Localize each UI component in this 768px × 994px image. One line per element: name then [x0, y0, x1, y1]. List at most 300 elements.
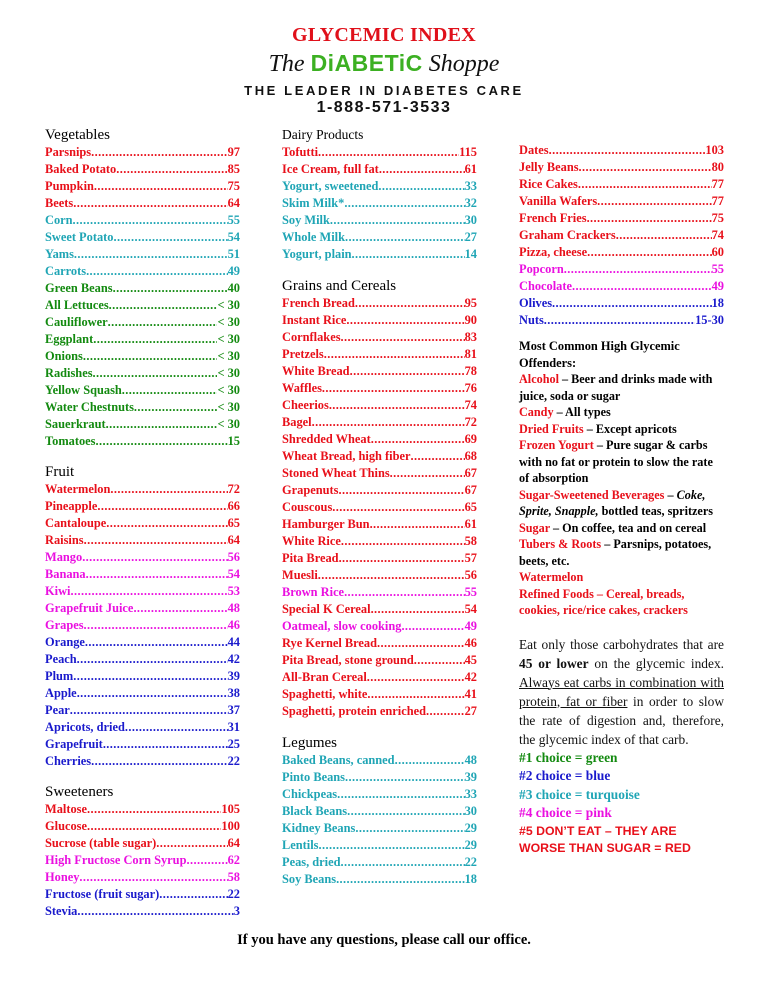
dot-leader — [414, 652, 465, 669]
list-item — [282, 499, 477, 516]
list-item — [519, 227, 724, 244]
snacks-list — [519, 142, 724, 329]
item-value: 22 — [464, 855, 477, 869]
item-value: < 30 — [217, 366, 240, 380]
list-item — [282, 820, 477, 837]
dot-leader — [86, 263, 228, 280]
offenders-list — [519, 371, 724, 619]
list-item — [282, 397, 477, 414]
list-item — [282, 584, 477, 601]
list-item — [45, 903, 240, 920]
section-title-vegetables: Vegetables — [45, 127, 110, 143]
brand-shoppe: Shoppe — [428, 51, 500, 77]
list-item — [282, 380, 477, 397]
list-item — [282, 769, 477, 786]
item-name: Kiwi — [45, 584, 71, 598]
offender-key: Tubers & Roots — [519, 537, 602, 551]
list-item — [45, 852, 240, 869]
dot-leader — [401, 618, 464, 635]
item-name: Apple — [45, 686, 77, 700]
item-value: 18 — [711, 296, 724, 310]
list-item — [45, 365, 240, 382]
item-name: Glucose — [45, 819, 87, 833]
list-item — [282, 686, 477, 703]
item-value: < 30 — [217, 298, 240, 312]
item-name: Sauerkraut — [45, 417, 106, 431]
dot-leader — [347, 803, 465, 820]
item-name: Grapefruit — [45, 737, 103, 751]
list-item — [45, 161, 240, 178]
item-name: Cornflakes — [282, 330, 341, 344]
item-value: 67 — [464, 466, 477, 480]
dot-leader — [346, 312, 464, 329]
item-value: 81 — [464, 347, 477, 361]
item-name: Water Chestnuts — [45, 400, 134, 414]
item-name: Cauliflower — [45, 315, 108, 329]
offender-item — [519, 404, 724, 421]
list-item — [45, 314, 240, 331]
dot-leader — [91, 753, 228, 770]
advice-text-1: Eat only those carbohydrates that are — [519, 636, 724, 652]
list-item — [45, 481, 240, 498]
item-name: Pretzels — [282, 347, 324, 361]
dot-leader — [103, 736, 228, 753]
dot-leader — [324, 346, 465, 363]
offender-item — [519, 437, 724, 487]
list-item — [282, 295, 477, 312]
dot-leader — [70, 702, 228, 719]
dot-leader — [122, 382, 218, 399]
choice-legend — [519, 749, 724, 823]
item-value: 33 — [464, 179, 477, 193]
list-item — [519, 193, 724, 210]
item-name: Ice Cream, full fat — [282, 162, 379, 176]
list-item — [45, 801, 240, 818]
item-value: 95 — [464, 296, 477, 310]
item-name: Bagel — [282, 415, 312, 429]
item-value: 33 — [464, 787, 477, 801]
list-item — [282, 178, 477, 195]
dot-leader — [74, 246, 228, 263]
offender-text: – Except apricots — [583, 421, 677, 436]
item-value: 58 — [227, 870, 240, 884]
item-value: 41 — [464, 687, 477, 701]
list-item — [45, 399, 240, 416]
list-item — [282, 837, 477, 854]
list-item — [45, 348, 240, 365]
item-name: Green Beans — [45, 281, 113, 295]
list-item — [45, 886, 240, 903]
dot-leader — [73, 668, 227, 685]
item-name: Spaghetti, protein enriched — [282, 704, 426, 718]
item-name: Beets — [45, 196, 74, 210]
list-item — [45, 212, 240, 229]
item-value: 30 — [464, 213, 477, 227]
item-name: Cherries — [45, 754, 92, 768]
section-title-fruit: Fruit — [45, 464, 75, 480]
dot-leader — [77, 651, 228, 668]
offender-key: Alcohol — [519, 372, 559, 386]
section-title-legumes: Legumes — [282, 735, 337, 751]
list-item — [45, 685, 240, 702]
item-value: 77 — [711, 177, 724, 191]
list-item — [45, 229, 240, 246]
dot-leader — [344, 584, 465, 601]
list-item — [519, 142, 724, 159]
item-value: 97 — [227, 145, 240, 159]
item-value: 45 — [464, 653, 477, 667]
item-value: 40 — [227, 281, 240, 295]
dot-leader — [371, 601, 465, 618]
dot-leader — [587, 210, 712, 227]
offender-brands: Coke, Sprite, Snapple, — [519, 487, 706, 518]
item-name: Oatmeal, slow cooking — [282, 619, 402, 633]
item-name: All-Bran Cereal — [282, 670, 367, 684]
item-name: Whole Milk — [282, 230, 345, 244]
item-value: 15 — [227, 434, 240, 448]
item-name: Sucrose (table sugar) — [45, 836, 157, 850]
dot-leader — [371, 431, 465, 448]
item-name: Banana — [45, 567, 86, 581]
item-name: Onions — [45, 349, 83, 363]
dot-leader — [186, 852, 227, 869]
dot-leader — [110, 481, 227, 498]
item-value: 77 — [711, 194, 724, 208]
dot-leader — [77, 903, 233, 920]
item-name: Pumpkin — [45, 179, 94, 193]
item-value: < 30 — [217, 400, 240, 414]
dot-leader — [572, 278, 712, 295]
brand-the: The — [268, 51, 305, 77]
item-value: 42 — [464, 670, 477, 684]
item-name: Sweet Potato — [45, 230, 114, 244]
list-item — [282, 871, 477, 888]
advice-paragraph — [519, 635, 724, 749]
item-name: Apricots, dried — [45, 720, 125, 734]
item-value: 64 — [227, 196, 240, 210]
list-item — [45, 382, 240, 399]
section-title-dairy: Dairy Products — [282, 127, 364, 142]
item-name: Shredded Wheat — [282, 432, 371, 446]
offender-text: – All types — [553, 405, 611, 419]
offender-item — [519, 487, 724, 520]
list-item — [282, 414, 477, 431]
dot-leader — [70, 583, 227, 600]
item-value: 56 — [464, 568, 477, 582]
item-value: 103 — [705, 143, 724, 157]
choice-item: #1 choice = green — [519, 749, 618, 765]
dot-leader — [390, 465, 465, 482]
dot-leader — [332, 499, 464, 516]
dairy-list — [282, 144, 477, 263]
item-value: 22 — [227, 887, 240, 901]
item-name: Tomatoes — [45, 434, 96, 448]
item-name: Spaghetti, white — [282, 687, 368, 701]
item-name: Jelly Beans — [519, 160, 579, 174]
item-name: Fructose (fruit sugar) — [45, 887, 160, 901]
item-name: Yellow Squash — [45, 383, 122, 397]
dot-leader — [85, 634, 228, 651]
item-name: Rye Kernel Bread — [282, 636, 377, 650]
item-name: Tofutti — [282, 145, 319, 159]
item-value: 72 — [227, 482, 240, 496]
dot-leader — [336, 871, 465, 888]
list-item — [282, 346, 477, 363]
sweeteners-list — [45, 801, 240, 920]
item-name: Cheerios — [282, 398, 329, 412]
list-item — [45, 549, 240, 566]
dot-leader — [355, 295, 465, 312]
offender-key: Sugar-Sweetened Beverages — [519, 487, 665, 502]
dot-leader — [339, 550, 465, 567]
dot-leader — [544, 312, 695, 329]
column-middle — [282, 126, 477, 888]
offender-text: – — [664, 487, 674, 502]
item-value: < 30 — [217, 332, 240, 346]
item-value: 76 — [464, 381, 477, 395]
brand-diabetic: DiABETiC — [310, 50, 423, 76]
item-name: Nuts — [519, 313, 544, 327]
item-name: Radishes — [45, 366, 93, 380]
list-item — [45, 600, 240, 617]
list-item — [282, 448, 477, 465]
dot-leader — [73, 212, 228, 229]
list-item — [282, 669, 477, 686]
item-name: Lentils — [282, 838, 319, 852]
item-name: French Bread — [282, 296, 355, 310]
dot-leader — [113, 229, 227, 246]
item-name: Soy Beans — [282, 872, 337, 886]
list-item — [45, 433, 240, 450]
list-item — [282, 212, 477, 229]
grains-list — [282, 295, 477, 720]
list-item — [45, 869, 240, 886]
list-item — [519, 176, 724, 193]
dot-leader — [86, 566, 228, 583]
item-name: Kidney Beans — [282, 821, 356, 835]
dont-eat-note: #5 DON’T EAT – THEY ARE WORSE THAN SUGAR = RED — [519, 823, 691, 855]
dot-leader — [578, 176, 712, 193]
item-name: Dates — [519, 143, 549, 157]
list-item — [282, 161, 477, 178]
item-value: 60 — [711, 245, 724, 259]
item-value: 54 — [227, 567, 240, 581]
dot-leader — [329, 397, 465, 414]
offender-item — [519, 569, 724, 586]
dot-leader — [344, 195, 464, 212]
dot-leader — [83, 348, 218, 365]
dot-leader — [378, 178, 464, 195]
list-item — [45, 416, 240, 433]
item-name: Watermelon — [45, 482, 111, 496]
list-item — [519, 159, 724, 176]
item-value: 65 — [227, 516, 240, 530]
list-item — [282, 703, 477, 720]
item-name: Plum — [45, 669, 74, 683]
item-value: < 30 — [217, 383, 240, 397]
item-value: 61 — [464, 517, 477, 531]
list-item — [519, 295, 724, 312]
item-value: < 30 — [217, 417, 240, 431]
item-value: 48 — [464, 753, 477, 767]
list-item — [282, 229, 477, 246]
item-name: Chickpeas — [282, 787, 338, 801]
item-value: 15-30 — [695, 313, 724, 327]
item-value: 18 — [464, 872, 477, 886]
item-name: Stoned Wheat Thins — [282, 466, 390, 480]
item-value: 55 — [464, 585, 477, 599]
item-name: Baked Beans, canned — [282, 753, 395, 767]
list-item — [282, 516, 477, 533]
item-value: 48 — [227, 601, 240, 615]
tagline: THE LEADER IN DIABETES CARE — [244, 83, 524, 98]
item-value: 105 — [221, 802, 240, 816]
list-item — [282, 144, 477, 161]
item-value: 100 — [221, 819, 240, 833]
dot-leader — [426, 703, 465, 720]
list-item — [45, 515, 240, 532]
section-title-grains: Grains and Cereals — [282, 278, 397, 294]
column-right — [519, 142, 724, 857]
item-value: 46 — [227, 618, 240, 632]
dot-leader — [330, 212, 465, 229]
legumes-list — [282, 752, 477, 888]
item-value: 66 — [227, 499, 240, 513]
dot-leader — [377, 635, 465, 652]
dot-leader — [341, 854, 465, 871]
dot-leader — [341, 533, 465, 550]
dot-leader — [379, 161, 465, 178]
item-name: Grapefruit Juice — [45, 601, 134, 615]
item-name: Peas, dried — [282, 855, 341, 869]
item-name: Vanilla Wafers — [519, 194, 598, 208]
list-item — [282, 601, 477, 618]
fruit-list — [45, 481, 240, 770]
item-name: Pita Bread, stone ground — [282, 653, 414, 667]
list-item — [45, 835, 240, 852]
item-name: Maltose — [45, 802, 87, 816]
dot-leader — [395, 752, 465, 769]
item-value: 37 — [227, 703, 240, 717]
item-name: Mango — [45, 550, 83, 564]
item-value: 72 — [464, 415, 477, 429]
item-name: Pinto Beans — [282, 770, 345, 784]
list-item — [282, 465, 477, 482]
list-item — [282, 635, 477, 652]
dot-leader — [113, 280, 228, 297]
dot-leader — [134, 399, 218, 416]
dot-leader — [552, 295, 712, 312]
dot-leader — [125, 719, 228, 736]
item-value: 75 — [711, 211, 724, 225]
item-value: 65 — [464, 500, 477, 514]
list-item — [282, 786, 477, 803]
list-item — [282, 246, 477, 263]
item-name: Hamburger Bun — [282, 517, 370, 531]
list-item — [282, 482, 477, 499]
dot-leader — [352, 246, 465, 263]
item-value: 14 — [464, 247, 477, 261]
list-item — [282, 533, 477, 550]
list-item — [282, 195, 477, 212]
item-value: 49 — [227, 264, 240, 278]
list-item — [45, 331, 240, 348]
list-item — [519, 278, 724, 295]
offender-item — [519, 421, 724, 438]
item-name: Baked Potato — [45, 162, 117, 176]
list-item — [282, 431, 477, 448]
item-name: All Lettuces — [45, 298, 109, 312]
list-item — [282, 652, 477, 669]
list-item — [282, 618, 477, 635]
item-value: 29 — [464, 821, 477, 835]
item-value: 61 — [464, 162, 477, 176]
item-value: 27 — [464, 704, 477, 718]
dot-leader — [367, 669, 465, 686]
dot-leader — [159, 886, 227, 903]
item-value: 74 — [464, 398, 477, 412]
item-name: Cantaloupe — [45, 516, 107, 530]
dot-leader — [341, 329, 465, 346]
item-value: 39 — [464, 770, 477, 784]
list-item — [45, 297, 240, 314]
item-value: 80 — [711, 160, 724, 174]
offenders-title: Most Common High Glycemic Offenders: — [519, 339, 680, 370]
list-item — [45, 144, 240, 161]
item-value: 30 — [464, 804, 477, 818]
item-value: 38 — [227, 686, 240, 700]
list-item — [45, 651, 240, 668]
dot-leader — [93, 331, 217, 348]
item-name: Couscous — [282, 500, 333, 514]
dot-leader — [345, 229, 465, 246]
dot-leader — [367, 686, 464, 703]
item-name: Stevia — [45, 904, 78, 918]
advice-text-2: on the glycemic index. — [588, 655, 724, 671]
item-name: White Bread — [282, 364, 350, 378]
dot-leader — [338, 482, 464, 499]
item-value: 56 — [227, 550, 240, 564]
dot-leader — [616, 227, 712, 244]
item-name: Yogurt, plain — [282, 247, 352, 261]
dot-leader — [97, 498, 227, 515]
item-name: Pear — [45, 703, 70, 717]
brand-logo — [0, 50, 768, 78]
list-item — [45, 736, 240, 753]
dot-leader — [94, 178, 228, 195]
column-left — [45, 126, 240, 920]
item-value: 55 — [711, 262, 724, 276]
offender-key: Refined Foods – Cereal, breads, cookies, rice/rice cakes, crackers — [519, 586, 688, 617]
dot-leader — [91, 144, 227, 161]
list-item — [282, 567, 477, 584]
list-item — [282, 312, 477, 329]
offender-item — [519, 371, 724, 404]
item-value: 67 — [464, 483, 477, 497]
item-value: 54 — [464, 602, 477, 616]
item-value: 51 — [227, 247, 240, 261]
item-name: Special K Cereal — [282, 602, 371, 616]
advice-underlined: Always eat carbs in combination with protein, fat or fiber — [519, 674, 724, 709]
item-name: Rice Cakes — [519, 177, 578, 191]
dot-leader — [87, 818, 221, 835]
dot-leader — [318, 144, 459, 161]
item-value: < 30 — [217, 315, 240, 329]
list-item — [45, 719, 240, 736]
dot-leader — [84, 532, 228, 549]
offender-item — [519, 586, 724, 619]
item-value: 68 — [464, 449, 477, 463]
